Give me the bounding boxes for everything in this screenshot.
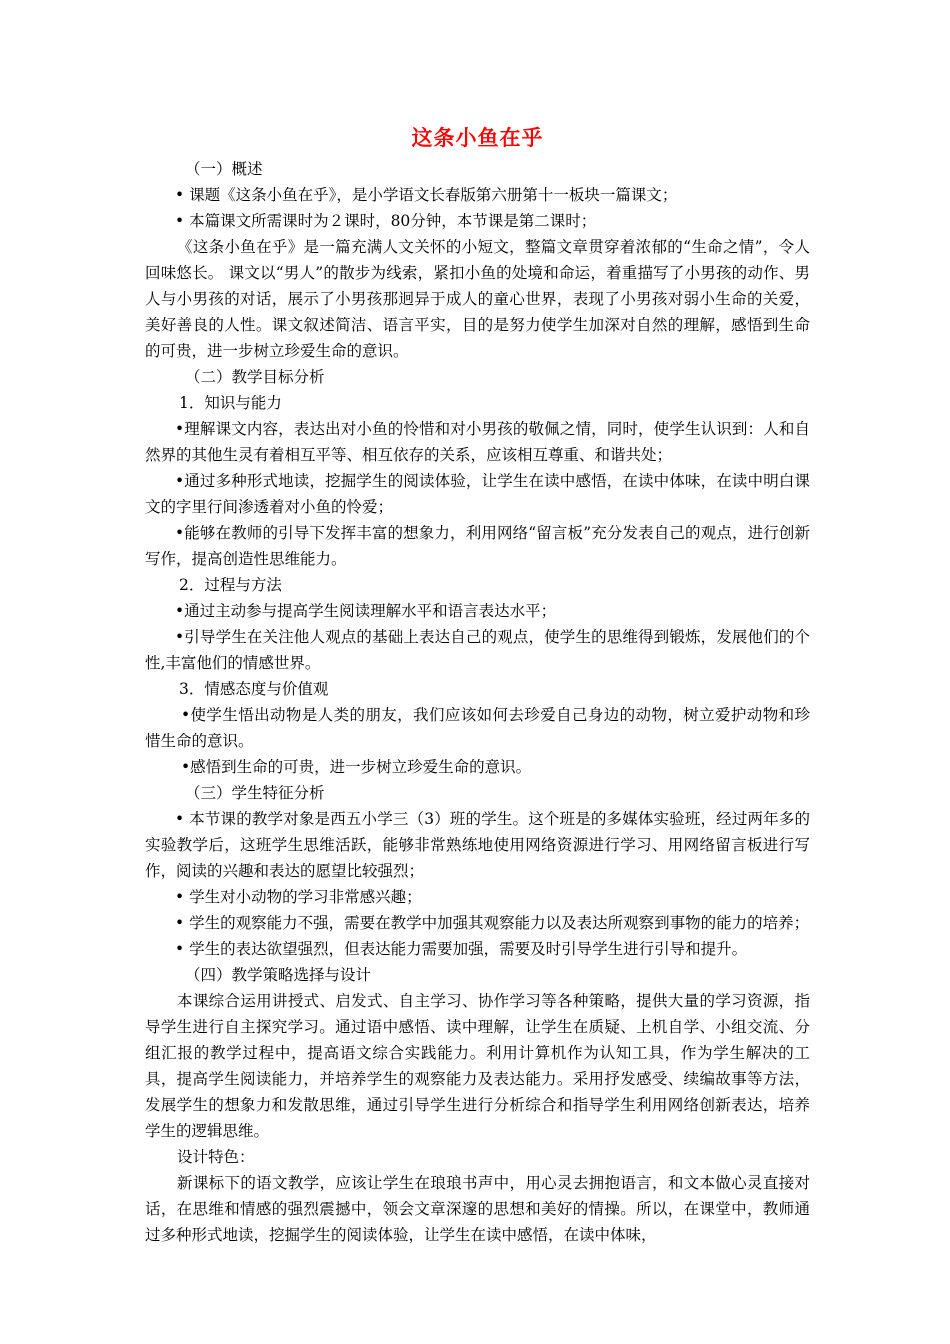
bullet-item: •感悟到生命的可贵，进一步树立珍爱生命的意识。 xyxy=(181,758,532,776)
bullet-item: • 学生的观察能力不强，需要在教学中加强其观察能力以及表达所观察到事物的能力的培养； xyxy=(175,914,810,932)
body-paragraph: 本课综合运用讲授式、启发式、自主学习、协作学习等各种策略，提供大量的学习资源，指导学生进行自主探究学习。通过语中感悟、读中理解，让学生在质疑、上机自学、小组交流、分组汇报的教学过程中，提高语文综合实践能力。利用计算机作为认知工具，作为学生解决的工具，提高学生阅读能力，并培养学生的观察能力及表达能力。采用抒发感受、续编故事等方法，发展学生的想象力和发散思维，通过引导学生进行分析综合和指导学生利用网络创新表达，培养学生的逻辑思维。 xyxy=(145,992,810,1140)
document-title: 这条小鱼在乎 xyxy=(411,125,544,150)
body-paragraph: 新课标下的语文教学，应该让学生在琅琅书声中，用心灵去拥抱语言，和文本做心灵直接对话，在思维和情感的强烈震撼中，领会文章深邃的思想和美好的情操。所以，在课堂中，教师通过多种形式地读，挖掘学生的阅读体验，让学生在读中感悟，在读中体味， xyxy=(145,1174,810,1244)
subheading: 1．知识与能力 xyxy=(179,394,282,412)
bullet-item: • 学生对小动物的学习非常感兴趣； xyxy=(175,888,422,906)
bullet-item: • 课题《这条小鱼在乎》，是小学语文长春版第六册第十一板块一篇课文； xyxy=(175,186,678,204)
bullet-item: • 本篇课文所需课时为２课时，80分钟，本节课是第二课时； xyxy=(175,212,597,230)
subheading: 3．情感态度与价值观 xyxy=(179,680,329,698)
subheading: 2．过程与方法 xyxy=(179,576,282,594)
bullet-item: •能够在教师的引导下发挥丰富的想象力，利用网络“留言板”充分发表自己的观点，进行创新写作，提高创造性思维能力。 xyxy=(145,524,810,568)
section-heading-strategy: （四）教学策略选择与设计 xyxy=(185,966,372,984)
section-heading-overview: （一）概述 xyxy=(185,160,263,178)
section-heading-students: （三）学生特征分析 xyxy=(185,784,325,802)
bullet-item: •使学生悟出动物是人类的朋友，我们应该如何去珍爱自己身边的动物，树立爱护动物和珍惜生命的意识。 xyxy=(145,706,810,750)
section-heading-goals: （二）教学目标分析 xyxy=(185,368,325,386)
bullet-item: •理解课文内容，表达出对小鱼的怜惜和对小男孩的敬佩之情，同时，使学生认识到：人和自然界的其他生灵有着相互平等、相互依存的关系，应该相互尊重、和谐共处； xyxy=(145,420,810,464)
bullet-item: • 本节课的教学对象是西五小学三（3）班的学生。这个班是的多媒体实验班，经过两年多的实验教学后，这班学生思维活跃，能够非常熟练地使用网络资源进行学习、用网络留言板进行写作，阅读的兴趣和表达的愿望比较强烈； xyxy=(145,810,810,880)
bullet-item: •通过多种形式地读，挖掘学生的阅读体验，让学生在读中感悟，在读中体味，在读中明白课文的字里行间渗透着对小鱼的怜爱； xyxy=(145,472,810,516)
bullet-item: •通过主动参与提高学生阅读理解水平和语言表达水平； xyxy=(175,602,557,620)
section-heading-features: 设计特色： xyxy=(177,1148,255,1166)
body-paragraph: 《这条小鱼在乎》是一篇充满人文关怀的小短文，整篇文章贯穿着浓郁的“生命之情”，令人回味悠长。 课文以“男人”的散步为线索，紧扣小鱼的处境和命运，着重描写了小男孩的动作、男人与小男孩的对话，展示了小男孩那迥异于成人的童心世界，表现了小男孩对弱小生命的关爱，美好善良的人性。课文叙述简洁、语言平实，目的是努力使学生加深对自然的理解，感悟到生命的可贵，进一步树立珍爱生命的意识。 xyxy=(145,238,810,360)
bullet-item: •引导学生在关注他人观点的基础上表达自己的观点，使学生的思维得到锻炼，发展他们的个性,丰富他们的情感世界。 xyxy=(145,628,810,672)
bullet-item: • 学生的表达欲望强烈，但表达能力需要加强，需要及时引导学生进行引导和提升。 xyxy=(175,940,748,958)
